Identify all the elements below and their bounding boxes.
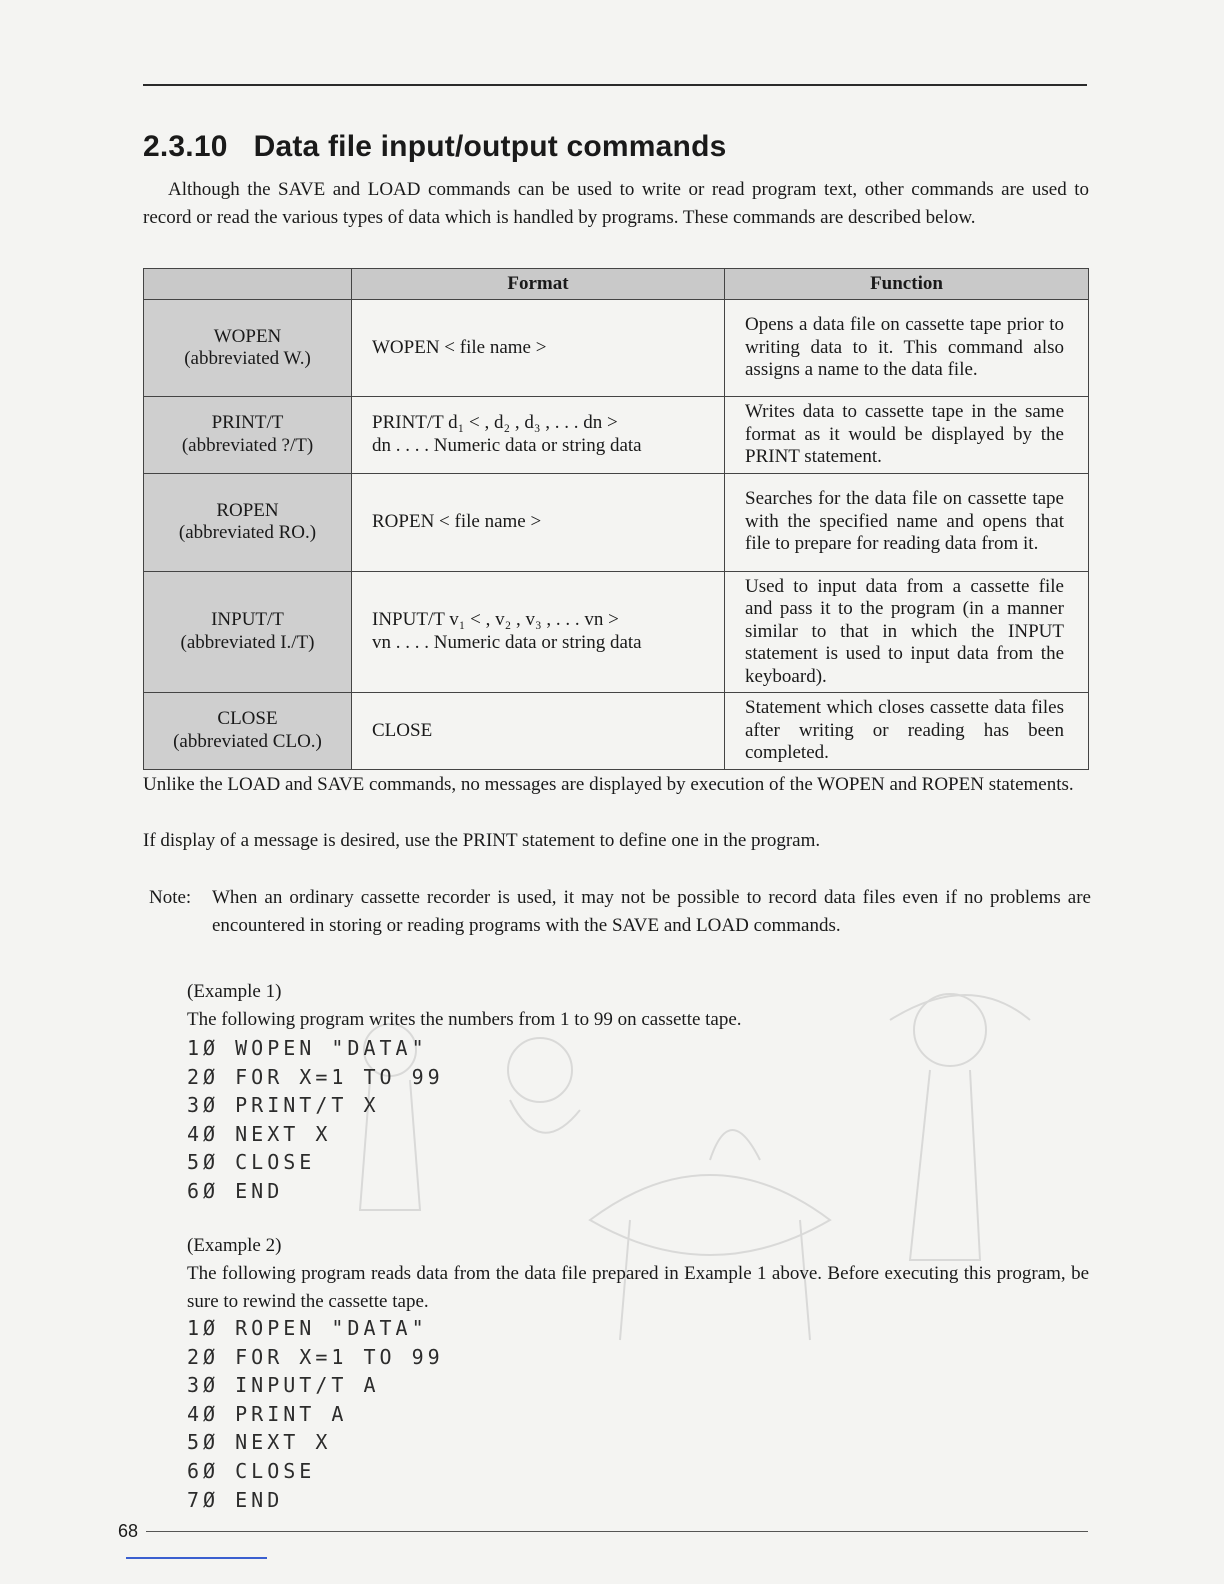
- example-1-title: (Example 1): [187, 981, 282, 1002]
- function-cell: Used to input data from a cassette file and pass it to the program (in a manner similar to that in which the INPUT statement is used to input data from the keyboard).: [725, 571, 1089, 693]
- command-abbreviation: (abbreviated CLO.): [173, 730, 322, 752]
- format-line-1: PRINT/T d₁ < , d₂ , d₃ , . . . dn >: [372, 412, 618, 434]
- command-abbreviation: (abbreviated RO.): [178, 522, 317, 543]
- command-table: [143, 268, 1089, 770]
- code-line: 3Ø INPUT/T A: [187, 1373, 380, 1398]
- command-name: CLOSE: [217, 708, 278, 730]
- table-header-row: [144, 269, 1089, 300]
- intro-paragraph: Although the SAVE and LOAD commands can be used to write or read program text, other commands are used to record or read the various types of data which is handled by programs. These commands are described below.: [143, 179, 1089, 228]
- command-cell: [144, 693, 352, 770]
- format-cell: [352, 571, 725, 693]
- format-cell: [352, 693, 725, 770]
- example-1-description: The following program writes the numbers from 1 to 99 on cassette tape.: [187, 1009, 742, 1030]
- page-number: 68: [118, 1521, 139, 1541]
- top-rule: [143, 84, 1087, 86]
- blue-underline: [126, 1557, 267, 1559]
- format-cell: [352, 473, 725, 571]
- function-cell: Searches for the data file on cassette tape with the specified name and opens that file to prepare for reading data from it.: [725, 473, 1089, 571]
- format-line-1: CLOSE: [372, 719, 433, 741]
- table-row-input-t: [144, 571, 1089, 693]
- example-2-title: (Example 2): [187, 1235, 282, 1256]
- command-abbreviation: (abbreviated I./T): [180, 631, 315, 653]
- command-cell: [144, 473, 352, 571]
- code-line: 2Ø FOR X=1 TO 99: [187, 1064, 444, 1089]
- format-line-1: WOPEN < file name >: [372, 336, 547, 358]
- header-command: [144, 269, 352, 300]
- table-row-close: [144, 693, 1089, 770]
- command-cell: [144, 571, 352, 693]
- note-text: When an ordinary cassette recorder is used, it may not be possible to record data files even if no problems are encountered in storing or reading programs with the SAVE and LOAD commands.: [212, 887, 1091, 936]
- command-name: WOPEN: [213, 325, 282, 347]
- bottom-rule: [146, 1531, 1088, 1532]
- code-line: 5Ø NEXT X: [187, 1430, 332, 1455]
- example-2-description: The following program reads data from the data file prepared in Example 1 above. Before executing this program, be sure to rewind the cassette tape.: [187, 1263, 1089, 1312]
- format-line-1: ROPEN < file name >: [372, 510, 542, 532]
- table-row-wopen: [144, 300, 1089, 397]
- code-line: 6Ø CLOSE: [187, 1458, 316, 1483]
- format-line-2: vn . . . . Numeric data or string data: [372, 631, 642, 653]
- example-1-code: [187, 1034, 444, 1206]
- format-cell: [352, 300, 725, 397]
- section-heading: [143, 130, 726, 164]
- header-function: Function: [725, 269, 1089, 300]
- section-number: 2.3.10: [143, 130, 228, 163]
- note-block: [149, 884, 1091, 940]
- command-cell: [144, 397, 352, 474]
- command-abbreviation: (abbreviated W.): [184, 348, 311, 369]
- header-format: Format: [352, 269, 725, 300]
- format-line-1: INPUT/T v₁ < , v₂ , v₃ , . . . vn >: [372, 609, 619, 631]
- command-cell: [144, 300, 352, 397]
- code-line: 3Ø PRINT/T X: [187, 1093, 380, 1118]
- code-line: 7Ø END: [187, 1487, 284, 1512]
- code-line: 1Ø ROPEN "DATA": [187, 1316, 428, 1340]
- command-name: INPUT/T: [211, 609, 284, 631]
- section-title: Data file input/output commands: [253, 130, 727, 163]
- command-name: PRINT/T: [211, 412, 284, 434]
- after-table-paragraph-2: If display of a message is desired, use the PRINT statement to define one in the program.: [143, 830, 821, 851]
- command-abbreviation: (abbreviated ?/T): [181, 434, 314, 456]
- function-cell: Opens a data file on cassette tape prior to writing data to it. This command also assigns a name to the data file.: [725, 300, 1089, 397]
- code-line: 1Ø WOPEN "DATA": [187, 1036, 428, 1060]
- code-line: 4Ø NEXT X: [187, 1121, 332, 1146]
- format-cell: [352, 397, 725, 474]
- table-row-print-t: [144, 397, 1089, 474]
- code-line: 2Ø FOR X=1 TO 99: [187, 1344, 444, 1369]
- format-line-2: dn . . . . Numeric data or string data: [372, 434, 642, 456]
- code-line: 6Ø END: [187, 1178, 284, 1203]
- function-cell: Statement which closes cassette data files after writing or reading has been completed.: [725, 693, 1089, 770]
- function-cell: Writes data to cassette tape in the same format as it would be displayed by the PRINT statement.: [725, 397, 1089, 474]
- code-line: 5Ø CLOSE: [187, 1150, 316, 1175]
- command-name: ROPEN: [216, 499, 279, 521]
- after-table-paragraph-1: Unlike the LOAD and SAVE commands, no messages are displayed by execution of the WOPEN and ROPEN statements.: [143, 774, 1074, 795]
- example-2-code: [187, 1314, 444, 1514]
- table-row-ropen: [144, 473, 1089, 571]
- code-line: 4Ø PRINT A: [187, 1401, 348, 1426]
- note-label: Note:: [149, 887, 192, 908]
